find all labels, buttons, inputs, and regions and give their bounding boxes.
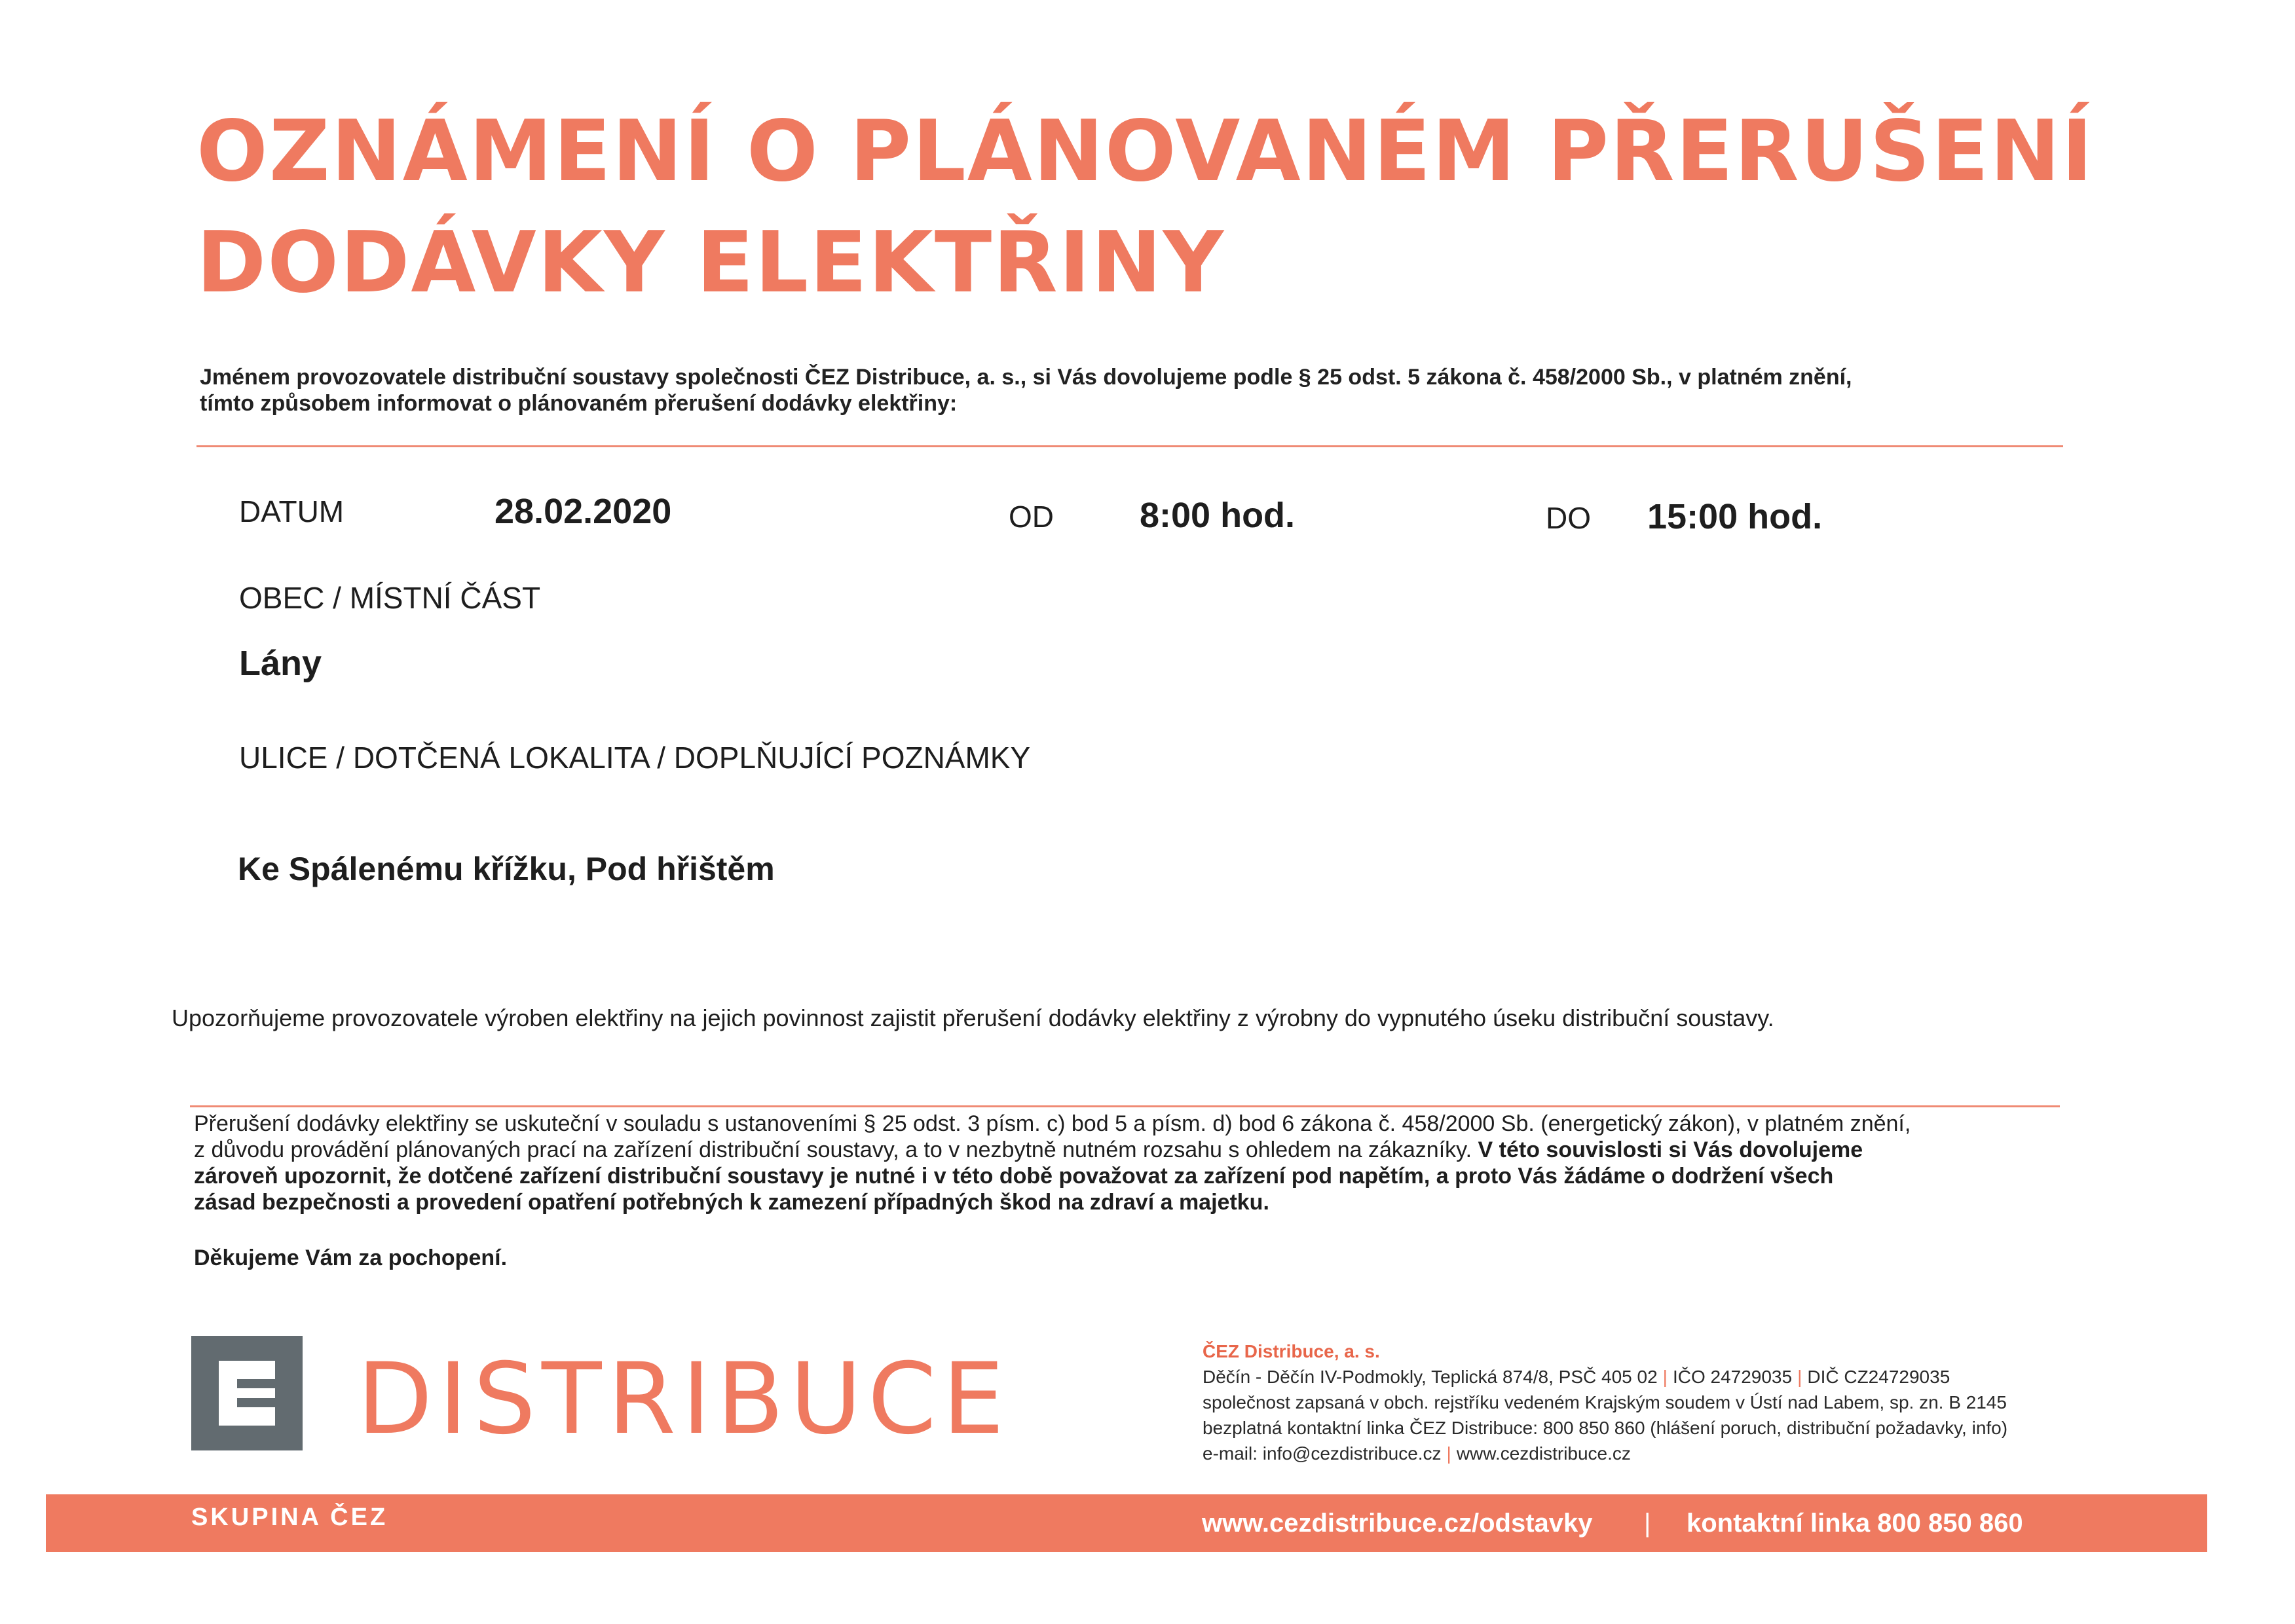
legal-line-2-regular: z důvodu provádění plánovaných prací na zařízení distribuční soustavy, a to v nezbytně nutném rozsahu s ohledem na zákazníky. bbox=[194, 1137, 1472, 1162]
bar-separator: | bbox=[1644, 1509, 1651, 1538]
notice-title-line2: DODÁVKY ELEKTŘINY bbox=[196, 214, 1225, 312]
separator: | bbox=[1662, 1367, 1668, 1387]
company-name: ČEZ Distribuce, a. s. bbox=[1203, 1341, 1380, 1361]
divider-top bbox=[196, 445, 2063, 447]
footer-bar bbox=[46, 1494, 2207, 1552]
separator: | bbox=[1797, 1367, 1802, 1387]
to-label: DO bbox=[1546, 501, 1591, 535]
municipality-value: Lány bbox=[239, 644, 322, 683]
streets-label: ULICE / DOTČENÁ LOKALITA / DOPLŇUJÍCÍ POZNÁMKY bbox=[239, 741, 1031, 775]
legal-line-4 bbox=[194, 1189, 1911, 1215]
legal-line-3-bold: zároveň upozornit, že dotčené zařízení distribuční soustavy je nutné i v této době považovat za zařízení pod napětím, a proto Vás žádáme o dodržení všech bbox=[194, 1164, 1834, 1189]
legal-line-2 bbox=[194, 1137, 1911, 1163]
company-email[interactable]: e-mail: info@cezdistribuce.cz bbox=[1203, 1443, 1442, 1464]
legal-line-2-bold: V této souvislosti si Vás dovolujeme bbox=[1472, 1137, 1863, 1162]
legal-line-3 bbox=[194, 1163, 1911, 1189]
divider-middle bbox=[190, 1105, 2060, 1107]
company-info bbox=[1203, 1338, 2007, 1466]
legal-line-4-bold: zásad bezpečnosti a provedení opatření potřebných k zamezení případných škod na zdraví a majetku. bbox=[194, 1190, 1269, 1215]
company-dic: DIČ CZ24729035 bbox=[1807, 1367, 1950, 1387]
contact-line-label: kontaktní linka 800 850 860 bbox=[1687, 1509, 2023, 1538]
cez-logo-icon bbox=[191, 1336, 303, 1450]
from-value: 8:00 hod. bbox=[1140, 496, 1296, 535]
municipality-label: OBEC / MÍSTNÍ ČÁST bbox=[239, 581, 541, 615]
from-label: OD bbox=[1009, 500, 1054, 534]
outages-link[interactable]: www.cezdistribuce.cz/odstavky bbox=[1202, 1509, 1593, 1538]
cez-logo bbox=[191, 1336, 303, 1450]
date-label: DATUM bbox=[239, 494, 345, 528]
company-address: Děčín - Děčín IV-Podmokly, Teplická 874/8, PSČ 405 02 bbox=[1203, 1367, 1658, 1387]
intro-line-2: tímto způsobem informovat o plánovaném přerušení dodávky elektřiny: bbox=[200, 391, 958, 416]
legal-line-1: Přerušení dodávky elektřiny se uskuteční v souladu s ustanoveními § 25 odst. 3 písm. c) bod 5 a písm. d) bod 6 zákona č. 458/2000 Sb. (energetický zákon), v platném znění, bbox=[194, 1111, 1911, 1136]
brand-wordmark: DISTRIBUCE bbox=[357, 1342, 1011, 1456]
company-ico: IČO 24729035 bbox=[1672, 1367, 1793, 1387]
group-label: SKUPINA ČEZ bbox=[191, 1504, 388, 1531]
company-register: společnost zapsaná v obch. rejstříku vedeném Krajským soudem v Ústí nad Labem, sp. zn. B 2145 bbox=[1203, 1392, 2007, 1412]
streets-value: Ke Spálenému křížku, Pod hřištěm bbox=[238, 851, 775, 887]
intro-line-1: Jménem provozovatele distribuční soustavy společnosti ČEZ Distribuce, a. s., si Vás dovolujeme podle § 25 odst. 5 zákona č. 458/2000 Sb., v platném znění, bbox=[200, 365, 1852, 390]
company-address-line bbox=[1203, 1364, 2007, 1390]
to-value: 15:00 hod. bbox=[1647, 497, 1823, 536]
notice-title-line1: OZNÁMENÍ O PLÁNOVANÉM PŘERUŠENÍ bbox=[196, 103, 2094, 200]
legal-text bbox=[194, 1111, 1911, 1215]
intro-text bbox=[200, 364, 1852, 416]
company-contact-line bbox=[1203, 1441, 2007, 1466]
company-website[interactable]: www.cezdistribuce.cz bbox=[1456, 1443, 1631, 1464]
thanks-text: Děkujeme Vám za pochopení. bbox=[194, 1246, 508, 1270]
producer-notice: Upozorňujeme provozovatele výroben elektřiny na jejich povinnost zajistit přerušení dodávky elektřiny z výrobny do vypnutého úseku distribuční soustavy. bbox=[172, 1005, 1774, 1031]
company-hotline-info: bezplatná kontaktní linka ČEZ Distribuce: 800 850 860 (hlášení poruch, distribuční požadavky, info) bbox=[1203, 1418, 2008, 1438]
date-value: 28.02.2020 bbox=[494, 492, 672, 531]
separator: | bbox=[1446, 1443, 1451, 1464]
